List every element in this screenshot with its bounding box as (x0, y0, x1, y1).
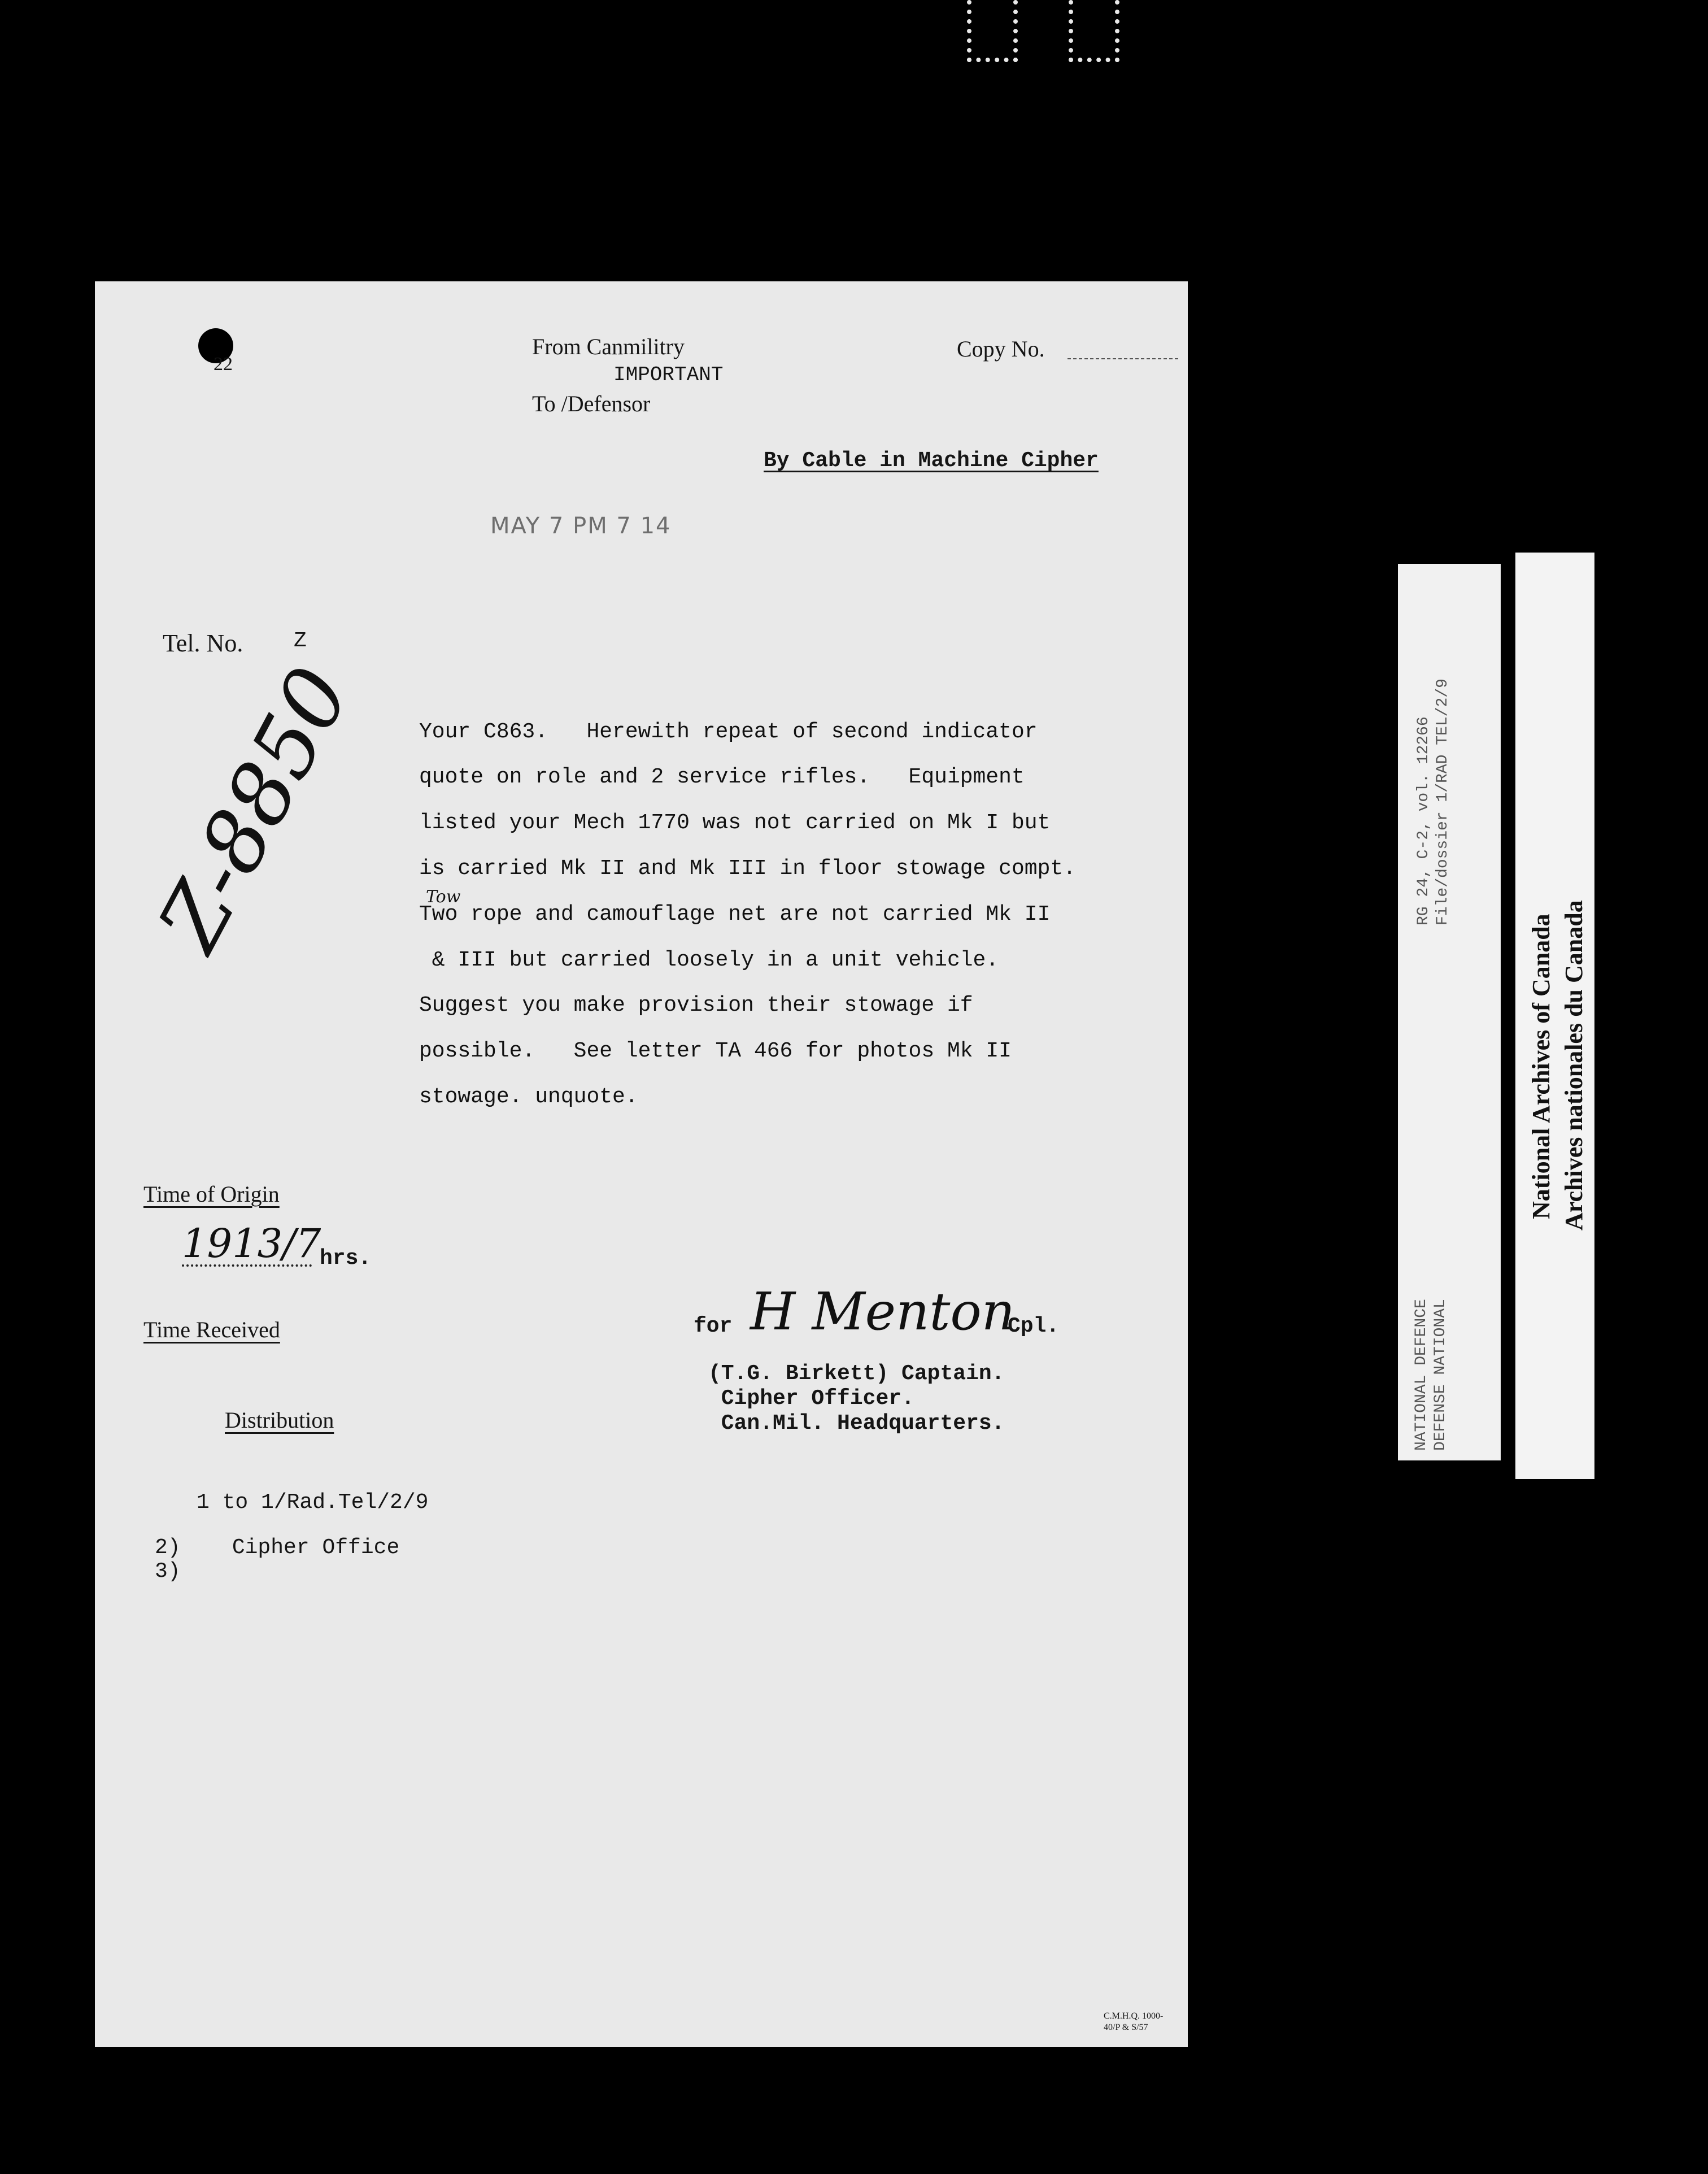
transmission-method: By Cable in Machine Cipher (764, 449, 1099, 473)
handwritten-correction: Tow (426, 887, 461, 907)
distribution-line: 3) (155, 1559, 181, 1584)
archives-name-label (1515, 553, 1594, 1479)
body-line: & III but carried loosely in a unit vehicle. (419, 948, 999, 972)
tel-no-label: Tel. No. (163, 629, 243, 657)
signature-rank: Cpl. (1008, 1314, 1060, 1338)
time-of-origin-blank (182, 1264, 312, 1267)
body-line: listed your Mech 1770 was not carried on Mk I but (419, 811, 1051, 835)
body-line: is carried Mk II and Mk III in floor stowage compt. (419, 856, 1076, 881)
film-frame-marker (967, 0, 1018, 62)
signatory-line: Can.Mil. Headquarters. (708, 1411, 1005, 1436)
page-number: 22 (213, 354, 233, 375)
archive-reference-line: File/dossier 1/RAD TEL/2/9 (1434, 679, 1452, 925)
body-line: Two rope and camouflage net are not carried Mk II (419, 902, 1051, 927)
archives-name-en: National Archives of Canada (1527, 914, 1555, 1219)
telegram-sheet (95, 281, 1188, 2047)
time-of-origin-label: Time of Origin (143, 1181, 280, 1207)
to-line: To /Defensor (532, 391, 651, 416)
date-time-stamp: MAY 7 PM 7 14 (490, 513, 672, 539)
tel-no-value: Z (294, 629, 307, 653)
signature-for: for (694, 1314, 733, 1338)
archive-reference-label (1398, 564, 1501, 1460)
distribution-line: 1 to 1/Rad.Tel/2/9 (197, 1490, 429, 1515)
hrs-label: hrs. (320, 1246, 372, 1271)
priority-label: IMPORTANT (613, 363, 724, 386)
form-number: 40/P & S/57 (1104, 2023, 1148, 2032)
copy-no-label: Copy No. (957, 336, 1045, 362)
body-line: quote on role and 2 service rifles. Equipment (419, 765, 1025, 789)
from-line: From Canmilitry (532, 334, 685, 359)
body-line: possible. See letter TA 466 for photos Mk II (419, 1039, 1012, 1063)
department-line: DEFENSE NATIONAL (1432, 1299, 1449, 1451)
department-line: NATIONAL DEFENCE (1413, 1299, 1430, 1451)
body-line: Your C863. Herewith repeat of second indicator (419, 720, 1038, 744)
handwritten-reference: Z-8850 (140, 652, 369, 966)
form-number: C.M.H.Q. 1000- (1104, 2011, 1164, 2021)
body-line: stowage. unquote. (419, 1085, 638, 1109)
handwritten-signature: H Menton (750, 1281, 1015, 1342)
film-frame-marker (1069, 0, 1119, 62)
distribution-label: Distribution (225, 1407, 334, 1433)
body-line: Suggest you make provision their stowage if (419, 993, 973, 1018)
signatory-line: Cipher Officer. (708, 1386, 914, 1411)
archives-name-fr: Archives nationales du Canada (1560, 900, 1588, 1231)
distribution-line: 2) Cipher Office (155, 1536, 400, 1560)
copy-no-blank (1068, 358, 1178, 359)
time-received-label: Time Received (143, 1317, 280, 1342)
signatory-line: (T.G. Birkett) Captain. (708, 1362, 1005, 1386)
time-of-origin-value: 1913/7 (182, 1220, 321, 1267)
archive-reference-line: RG 24, C-2, vol. 12266 (1415, 716, 1432, 925)
